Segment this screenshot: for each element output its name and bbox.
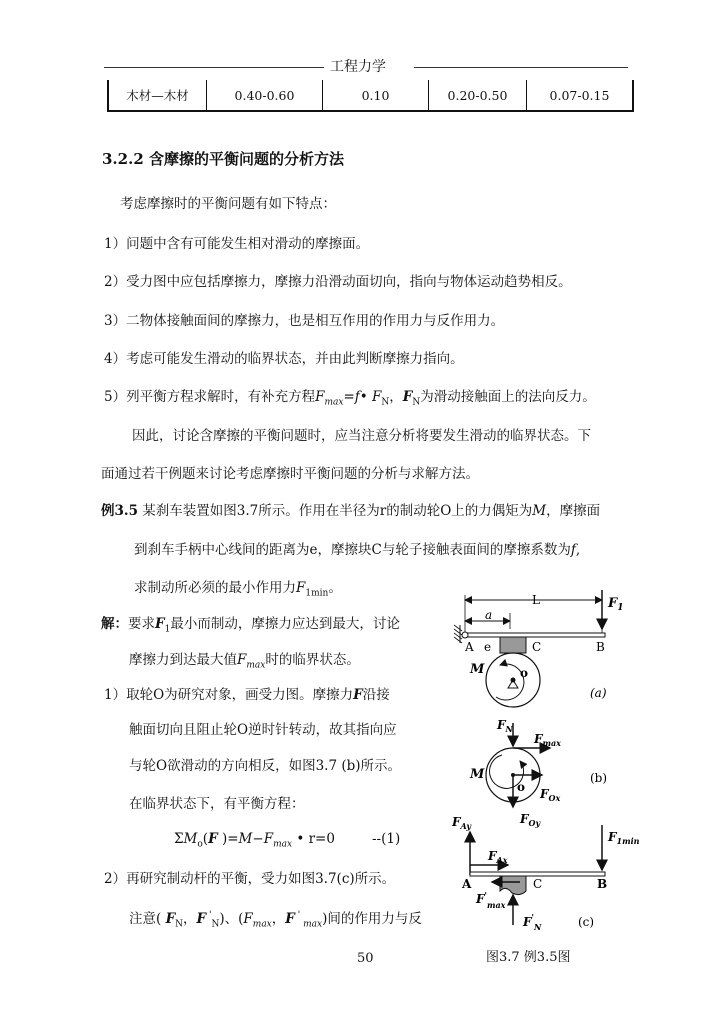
tag-b: (b) (590, 771, 608, 785)
solution-line-8: 注意( $F_N$，F '$_N$)、($F_{max}$，F ' $_{max}$)间的作用力与反 (129, 910, 422, 930)
table-cell: 0.20-0.50 (429, 80, 527, 111)
label-FN-prime: $F'_N$ (523, 912, 542, 932)
label-FN: $F_N$ (497, 718, 513, 734)
table-cell: 木材—木材 (108, 80, 207, 111)
label-e: e (484, 640, 492, 654)
label-A: A (465, 640, 474, 654)
point-4: 4）考虑可能发生滑动的临界状态，并由此判断摩擦力指向。 (104, 351, 464, 367)
label-Fmax-prime: $F'_{max}$ (476, 890, 506, 910)
figure-c (451, 815, 640, 932)
solution-line-6: 在临界状态下，有平衡方程： (129, 796, 305, 812)
label-M: M (470, 662, 485, 677)
solution-line-3: 1）取轮O为研究对象，画受力图。摩擦力F沿接 (104, 687, 390, 703)
solution-line-4: 触面切向且阻止轮O逆时针转动，故其指向应 (129, 722, 397, 738)
intro-text: 考虑摩擦时的平衡问题有如下特点： (120, 196, 336, 212)
label-C: C (532, 640, 542, 654)
equation-1: $\Sigma M_o(F$ )$=M-F_{max}$ • r=0 (174, 831, 335, 850)
label-F1min: $F_{1min}$ (608, 830, 640, 846)
solution-line-7: 2）再研究制动杆的平衡，受力如图3.7(c)所示。 (104, 871, 396, 887)
label-FAy: $F_{Ay}$ (452, 815, 472, 831)
example-line-3: 求制动所必须的最小作用力$F_{1min}$。 (134, 580, 342, 599)
point-1: 1）问题中含有可能发生相对滑动的摩擦面。 (104, 236, 370, 252)
example-line-1: 例3.5 某刹车装置如图3.7所示。作用在半径为r的制动轮O上的力偶矩为M，摩擦面 (101, 503, 601, 519)
tag-c: (c) (578, 915, 595, 929)
label-L: L (532, 593, 540, 607)
table-cell: 0.07-0.15 (527, 80, 634, 111)
point-3: 3）二物体接触面间的摩擦力，也是相互作用的作用力与反作用力。 (104, 313, 505, 329)
header-title: 工程力学 (330, 59, 386, 75)
tag-a: (a) (590, 686, 607, 700)
label-F1: $F_1$ (608, 596, 624, 613)
label-Fmax: $F_{max}$ (534, 732, 561, 748)
label-FAx: $F_{Ax}$ (488, 849, 508, 865)
figure-b (469, 718, 607, 828)
label-A-c: A (462, 877, 472, 891)
label-B-c: B (597, 877, 608, 891)
solution-line-2: 摩擦力到达最大值$F_{max}$时的临界状态。 (129, 652, 360, 671)
point-2: 2）受力图中应包括摩擦力，摩擦力沿滑动面切向，指向与物体运动趋势相反。 (104, 274, 572, 290)
page-number: 50 (357, 951, 374, 966)
solution-line-1: 解：要求$F_1$最小而制动，摩擦力应达到最大，讨论 (101, 616, 400, 635)
label-B: B (596, 640, 605, 654)
friction-table (107, 80, 634, 112)
example-line-2: 到刹车手柄中心线间的距离为e，摩擦块C与轮子接触表面间的摩擦系数为f, (134, 542, 581, 558)
figure-3-7 (440, 585, 665, 940)
label-FOx: $F_{Ox}$ (540, 787, 561, 803)
equation-tag: --(1) (372, 831, 401, 847)
table-row (108, 80, 633, 111)
header-rule-left (104, 67, 324, 68)
example-label: 例3.5 (101, 503, 138, 519)
label-M-b: M (470, 767, 485, 782)
solution-line-5: 与轮O欲滑动的方向相反，如图3.7 (b)所示。 (129, 758, 402, 774)
section-title: 3.2.2 含摩擦的平衡问题的分析方法 (102, 150, 344, 168)
figure-a (454, 590, 624, 707)
label-O-b: o (517, 780, 526, 794)
table-cell: 0.40-0.60 (207, 80, 323, 111)
figure-caption: 图3.7 例3.5图 (486, 950, 571, 965)
conclusion-line-2: 面通过若干例题来讨论考虑摩擦时平衡问题的分析与求解方法。 (101, 466, 479, 482)
point-5: 5）列平衡方程求解时，有补充方程$F_{max}=f•$ $F_N$，$F_N$为滑动接触面上的法向反力。 (104, 389, 596, 408)
label-C-c: C (533, 877, 543, 891)
conclusion-line-1: 因此，讨论含摩擦的平衡问题时，应当注意分析将要发生滑动的临界状态。下 (132, 428, 591, 444)
table-cell: 0.10 (323, 80, 429, 111)
label-FOy: $F_{Oy}$ (520, 812, 541, 828)
header-rule-right (414, 67, 628, 68)
label-O: o (520, 666, 529, 680)
label-a: a (485, 608, 493, 622)
